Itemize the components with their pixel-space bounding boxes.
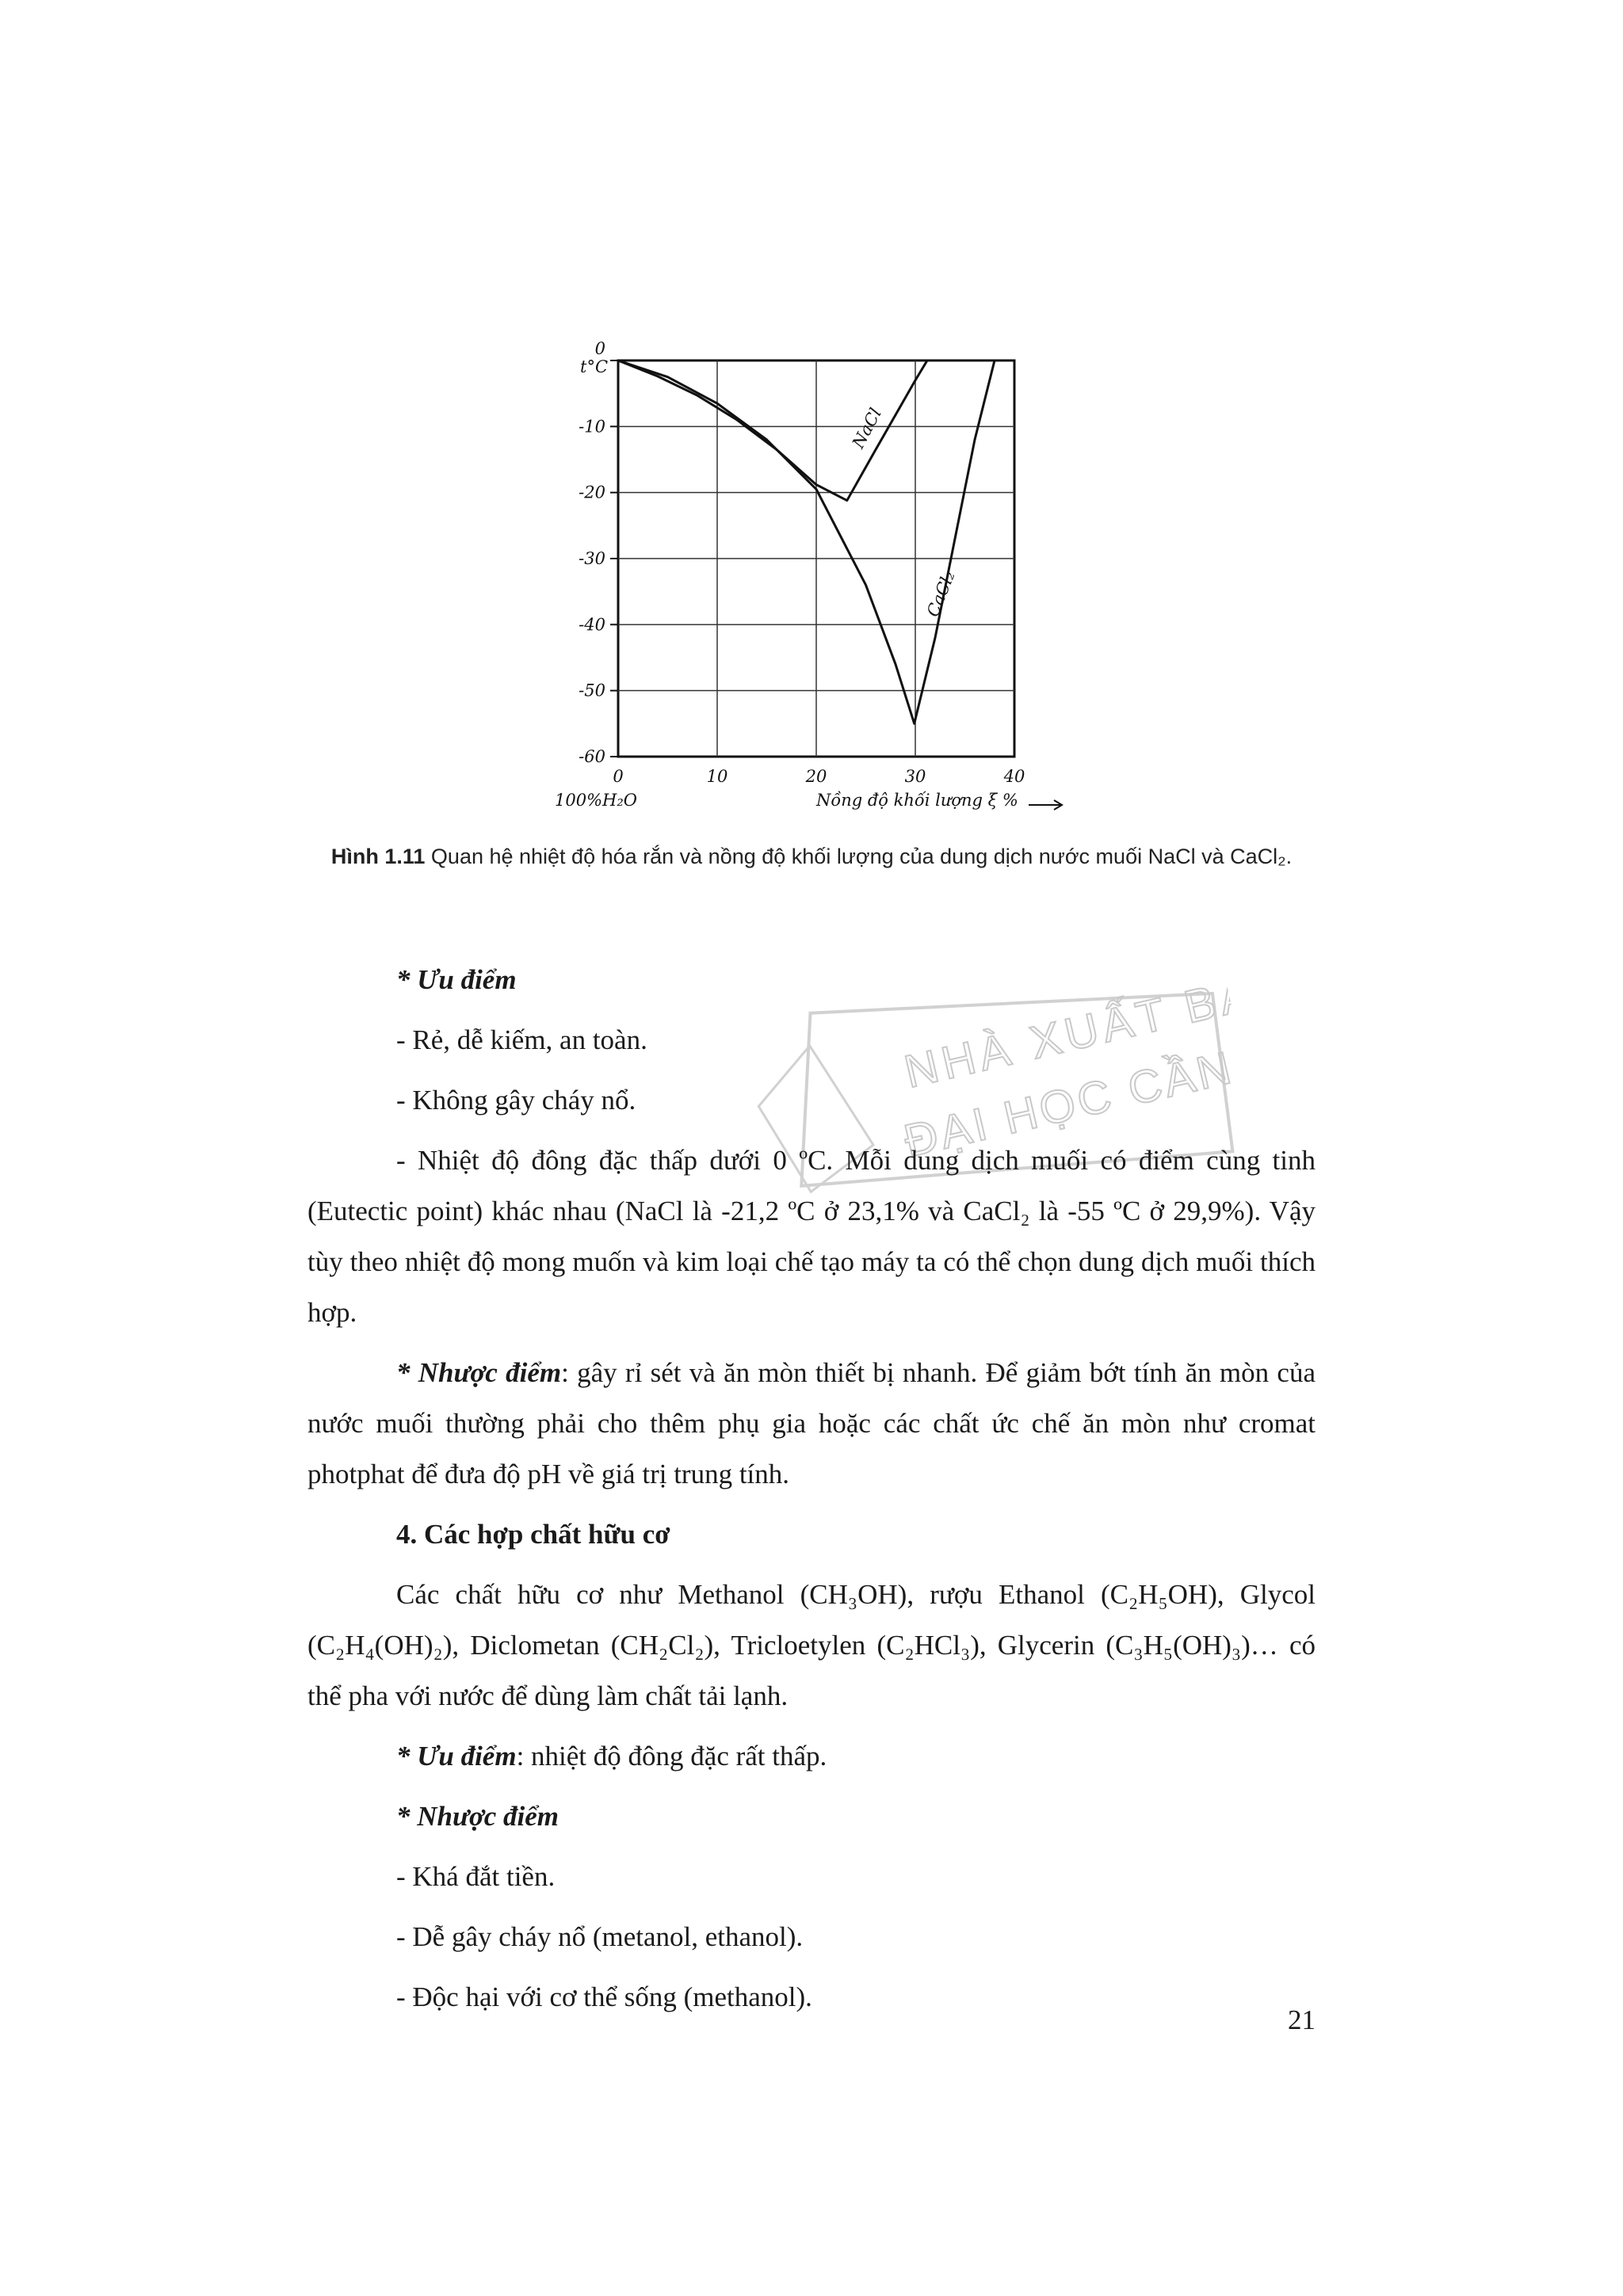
series-line-nacl bbox=[618, 360, 927, 501]
organic-disadvantages-heading: * Nhược điểm bbox=[396, 1801, 559, 1832]
x-axis-label: Nồng độ khối lượng ξ % bbox=[816, 791, 1018, 810]
organic-advantages bbox=[307, 1731, 1316, 1782]
x-axis-arrow-icon bbox=[1029, 800, 1062, 810]
disadvantages-paragraph bbox=[307, 1348, 1316, 1500]
page-body bbox=[307, 955, 1316, 2032]
watermark-line2: ĐẠI HỌC CẦN THƠ bbox=[899, 1013, 1267, 1168]
x-tick-label: 40 bbox=[1003, 767, 1025, 786]
y-tick-label: -30 bbox=[579, 549, 605, 568]
series-line-cacl2 bbox=[618, 360, 995, 723]
disadvantage-item: - Khá đắt tiền. bbox=[396, 1861, 556, 1892]
phase-diagram-figure bbox=[539, 341, 1094, 832]
x-tick-label: 0 bbox=[613, 767, 624, 786]
disadvantage-item: - Độc hại với cơ thể sống (methanol). bbox=[396, 1981, 812, 2012]
x-tick-label: 10 bbox=[706, 767, 728, 786]
y-tick-label: -40 bbox=[579, 615, 605, 635]
series-label-cacl2: CaCl₂ bbox=[922, 568, 959, 620]
phase-diagram-chart bbox=[539, 341, 1094, 832]
figure-caption-text: Quan hệ nhiệt độ hóa rắn và nồng độ khối lượng của dung dịch nước muối NaCl và CaCl₂. bbox=[425, 845, 1293, 868]
section-4-title: 4. Các hợp chất hữu cơ bbox=[396, 1519, 670, 1550]
y-axis-unit-label: t°C bbox=[580, 357, 609, 376]
organic-advantages-label: * Ưu điểm bbox=[396, 1741, 517, 1772]
page-number: 21 bbox=[1288, 2004, 1316, 2035]
x-axis-origin-label: 100%H₂O bbox=[555, 791, 637, 810]
chart-grid bbox=[579, 341, 1025, 786]
advantage-item: - Không gây cháy nổ. bbox=[396, 1085, 636, 1116]
figure-caption bbox=[317, 841, 1306, 871]
eutectic-paragraph: - Nhiệt độ đông đặc thấp dưới 0 ºC. Mỗi dung dịch muối có điểm cùng tinh (Eutectic point) khác nhau (NaCl là -21,2 ºC ở 23,1% và CaCl₂ là -55 ºC ở 29,9%). Vậy tùy theo nhiệt độ mong muốn và kim loại chế tạo máy ta có thể chọn dung dịch muối thích hợp. bbox=[307, 1145, 1316, 1328]
y-tick-label: -50 bbox=[579, 681, 605, 700]
series-label-nacl: NaCl bbox=[848, 405, 886, 452]
chart-series bbox=[618, 360, 995, 723]
organic-compounds-paragraph: Các chất hữu cơ như Methanol (CH₃OH), rượu Ethanol (C₂H₅OH), Glycol (C₂H₄(OH)₂), Diclometan (CH₂Cl₂), Tricloetylen (C₂HCl₃), Glycerin (C₃H₅(OH)₃)… có thể pha với nước để dùng làm chất tải lạnh. bbox=[307, 1579, 1316, 1711]
disadvantages-text: : gây rỉ sét và ăn mòn thiết bị nhanh. Để giảm bớt tính ăn mòn của nước muối thường phải cho thêm phụ gia hoặc các chất ức chế ăn mòn như cromat photphat để đưa độ pH về giá trị trung tính. bbox=[307, 1357, 1316, 1489]
advantage-item: - Rẻ, dễ kiếm, an toàn. bbox=[396, 1024, 647, 1055]
x-tick-label: 30 bbox=[904, 767, 926, 786]
chart-axis-labels bbox=[555, 357, 1062, 810]
y-tick-label: 0 bbox=[594, 341, 605, 358]
watermark-line1: NHÀ XUẤT BẢN bbox=[899, 959, 1267, 1098]
figure-number: Hình 1.11 bbox=[330, 845, 426, 868]
y-tick-label: -10 bbox=[579, 417, 605, 437]
y-tick-label: -60 bbox=[579, 747, 605, 766]
disadvantage-item: - Dễ gây cháy nổ (metanol, ethanol). bbox=[396, 1921, 804, 1952]
disadvantages-label: * Nhược điểm bbox=[396, 1357, 562, 1388]
x-tick-label: 20 bbox=[805, 767, 827, 786]
organic-advantages-text: : nhiệt độ đông đặc rất thấp. bbox=[516, 1741, 827, 1772]
y-tick-label: -20 bbox=[579, 482, 605, 502]
advantages-heading: * Ưu điểm bbox=[396, 964, 517, 995]
